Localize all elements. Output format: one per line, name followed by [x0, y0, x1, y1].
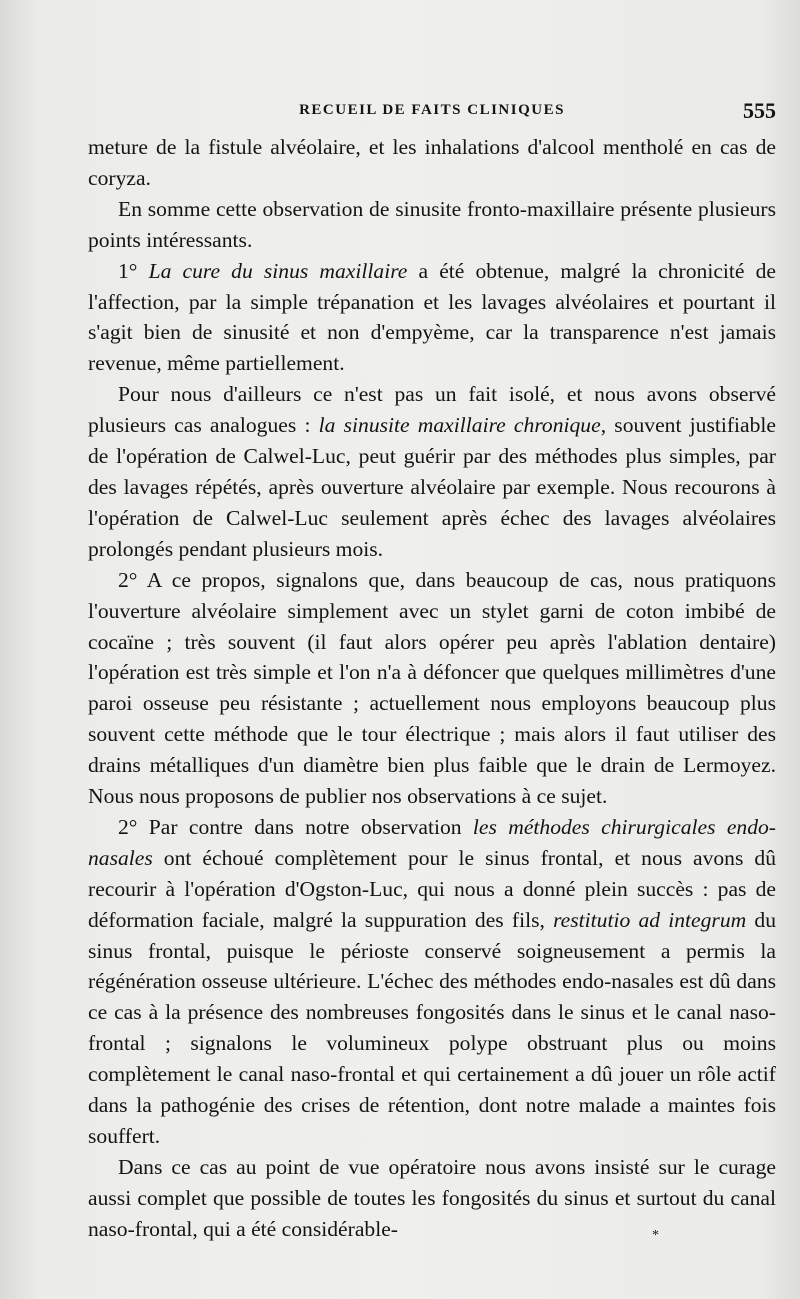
- page-number: 555: [743, 98, 776, 123]
- end-mark: *: [652, 1228, 659, 1243]
- body-text: [88, 132, 776, 1245]
- text-segment: 2° Par contre dans notre observation: [118, 814, 473, 839]
- text-segment: du sinus frontal, puisque le périoste conservé soigneusement a permis la régénération osseuse ultérieure. L'échec des méthodes endo-nasales est dû dans ce cas à la présence des nombreuses fongosités dans le sinus et le canal naso-frontal ; signalons le volumineux polype obstruant plus ou moins complètement le canal naso-frontal et qui certainement a dû jouer un rôle actif dans la pathogénie des crises de rétention, dont notre malade a maintes fois souffert.: [88, 907, 777, 1148]
- running-title: RECUEIL DE FAITS CLINIQUES: [299, 102, 565, 118]
- paragraph: [88, 194, 776, 256]
- text-segment: meture de la fistule alvéolaire, et les inhalations d'alcool mentholé en cas de coryza.: [88, 135, 776, 190]
- text-segment: , souvent justifiable de l'opération de Calwel-Luc, peut guérir par des méthodes plus simples, par des lavages répétés, après ouverture alvéolaire par exemple. Nous recourons à l'opération de Calwel-Luc seulement après échec des lavages alvéolaires prolongés pendant plusieurs mois.: [88, 413, 777, 561]
- paragraph: [88, 1152, 776, 1245]
- italic-text: restitutio ad integrum: [553, 907, 747, 932]
- text-segment: a été obtenue, malgré la chronicité de l'affection, par la simple trépanation et les lavages alvéolaires et pourtant il s'agit bien de sinusité et non d'empyème, car la transparence n'est jamais revenue, même partiellement.: [88, 258, 777, 376]
- italic-text: la sinusite maxillaire chronique: [318, 413, 601, 438]
- paragraph: [88, 565, 776, 812]
- italic-text: les méthodes chirurgicales endo-nasales: [88, 814, 776, 870]
- paragraph: [88, 132, 776, 194]
- text-segment: 2° A ce propos, signalons que, dans beaucoup de cas, nous pratiquons l'ouverture alvéolaire simplement avec un stylet garni de coton imbibé de cocaïne ; très souvent (il faut alors opérer peu après l'ablation dentaire) l'opération est très simple et l'on n'a à défoncer que quelques millimètres d'une paroi osseuse peu résistante ; actuellement nous employons beaucoup plus souvent cette méthode que le tour électrique ; mais alors il faut utiliser des drains métalliques d'un diamètre bien plus faible que le drain de Lermoyez. Nous nous proposons de publier nos observations à ce sujet.: [88, 567, 776, 809]
- paragraph: [88, 812, 776, 1152]
- text-segment: Dans ce cas au point de vue opératoire nous avons insisté sur le curage aussi complet que possible de toutes les fongosités du sinus et surtout du canal naso-frontal, qui a été considérable-: [88, 1154, 776, 1241]
- page-header: [88, 98, 776, 128]
- paragraph: [88, 379, 776, 564]
- text-segment: ont échoué complètement pour le sinus frontal, et nous avons dû recourir à l'opération d'Ogston-Luc, qui nous a donné plein succès : pas de déformation faciale, malgré la suppuration des fils,: [88, 845, 776, 932]
- text-segment: Pour nous d'ailleurs ce n'est pas un fait isolé, et nous avons observé plusieurs cas analogues :: [88, 382, 776, 438]
- paragraph: [88, 256, 776, 380]
- text-segment: En somme cette observation de sinusite fronto-maxillaire présente plusieurs points intéressants.: [88, 196, 776, 252]
- italic-text: La cure du sinus maxillaire: [148, 258, 408, 283]
- text-segment: 1°: [118, 258, 149, 283]
